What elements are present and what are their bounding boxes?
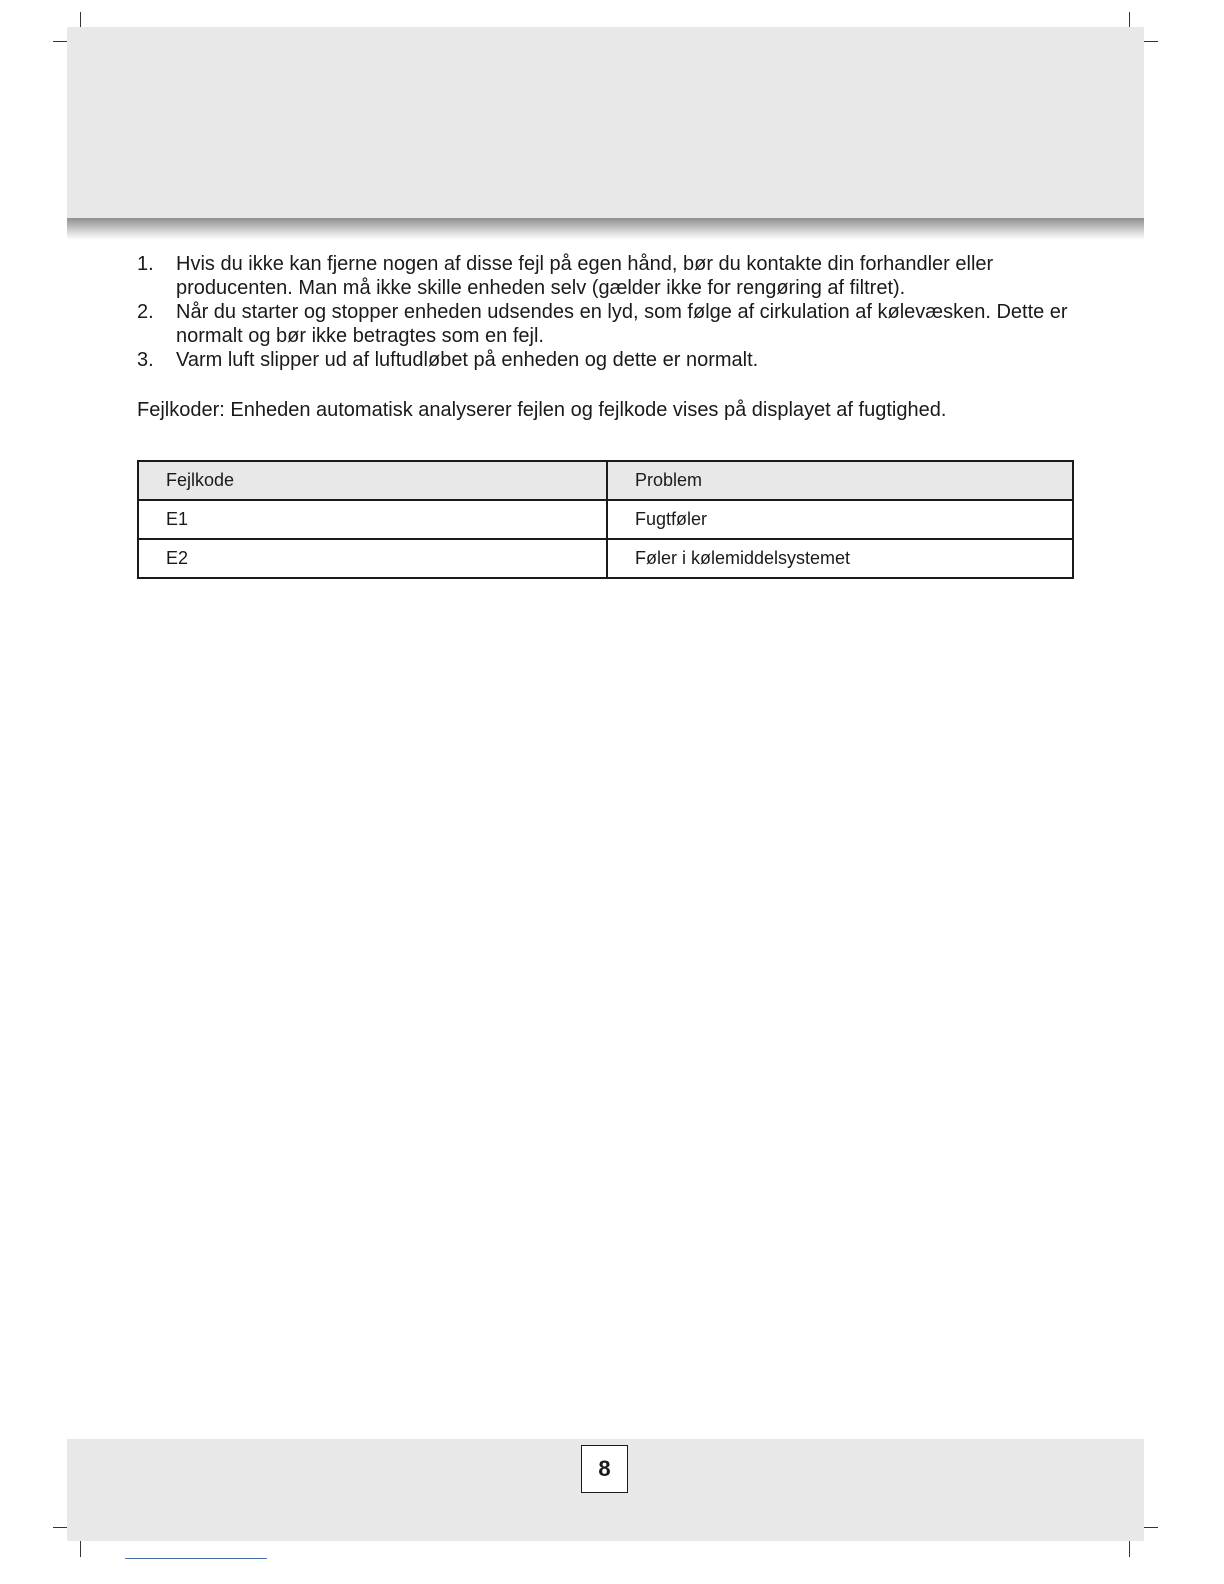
error-code-table [137, 460, 1074, 579]
list-item [137, 300, 1077, 348]
list-text: Når du starter og stopper enheden udsendes en lyd, som følge af cirkulation af kølevæsken. Dette er normalt og bør ikke betragtes som en fejl. [176, 301, 1068, 347]
footer-link-line [125, 1558, 267, 1559]
header-band [67, 27, 1144, 218]
crop-mark [80, 1541, 81, 1557]
list-number: 2. [137, 301, 154, 323]
list-number: 3. [137, 349, 154, 371]
header-problem: Problem [607, 461, 1073, 500]
crop-mark [1129, 12, 1130, 28]
table-row [138, 500, 1073, 539]
header-shadow [67, 218, 1144, 240]
list-text: Varm luft slipper ud af luftudløbet på enheden og dette er normalt. [176, 349, 759, 371]
list-text: Hvis du ikke kan fjerne nogen af disse fejl på egen hånd, bør du kontakte din forhandler eller producenten. Man må ikke skille enheden selv (gælder ikke for rengøring af filtret). [176, 253, 994, 299]
table-cell: E2 [138, 539, 607, 578]
crop-mark [53, 41, 67, 42]
table-cell: Fugtføler [607, 500, 1073, 539]
table-cell: E1 [138, 500, 607, 539]
header-error-code: Fejlkode [138, 461, 607, 500]
table-header-row [138, 461, 1073, 500]
list-number: 1. [137, 253, 154, 275]
crop-mark [1144, 41, 1158, 42]
list-item [137, 252, 1077, 300]
crop-mark [80, 12, 81, 28]
error-codes-intro: Fejlkoder: Enheden automatisk analyserer fejlen og fejlkode vises på displayet af fugtighed. [137, 399, 947, 421]
page-number: 8 [581, 1445, 628, 1493]
table-row [138, 539, 1073, 578]
table-cell: Føler i kølemiddelsystemet [607, 539, 1073, 578]
crop-mark [1129, 1541, 1130, 1557]
crop-mark [1144, 1527, 1158, 1528]
list-item [137, 348, 1077, 372]
steps-list [137, 252, 1077, 372]
content [137, 252, 1077, 442]
crop-mark [53, 1527, 67, 1528]
